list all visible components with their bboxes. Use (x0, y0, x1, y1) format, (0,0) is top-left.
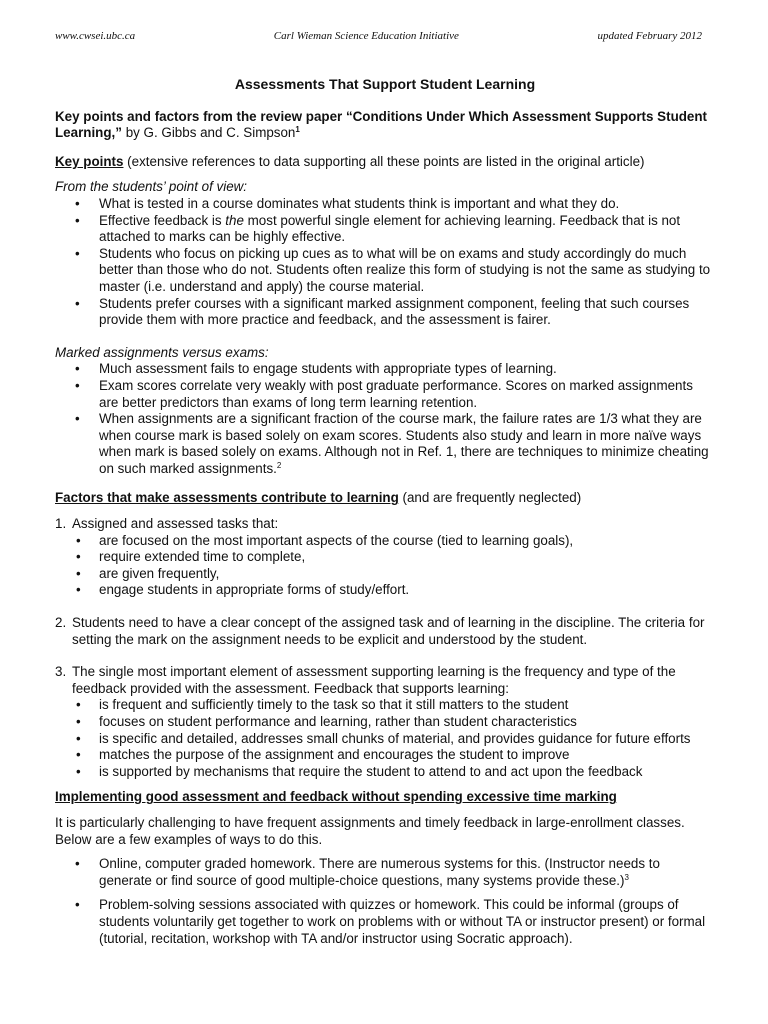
page-title: Assessments That Support Student Learning (234, 76, 536, 92)
subtitle-bold: Key points and factors from the review paper “Conditions Under Which Assessment Supports Student Learning,” (55, 108, 708, 141)
list-item-text: matches the purpose of the assignment and encourages the student to improve (99, 747, 570, 763)
list-item-text: are focused on the most important aspects of the course (tied to learning goals), (99, 532, 574, 548)
list-item-text: engage students in appropriate forms of study/effort. (99, 582, 410, 598)
list-item-text: What is tested in a course dominates what students think is important and what they do. (99, 195, 620, 211)
factor-item (55, 516, 715, 599)
emphasis-text: the (225, 212, 244, 228)
list-item-text: require extended time to complete, (99, 549, 306, 565)
list-item (55, 897, 715, 947)
list-item (55, 361, 715, 378)
factor-number: 3. (55, 664, 67, 680)
factor-text: Assigned and assessed tasks that: (72, 516, 279, 532)
factors-title: Factors that make assessments contribute to learning (55, 490, 399, 506)
header-url: www.cwsei.ubc.ca (55, 30, 136, 42)
implementing-heading (55, 789, 715, 806)
list-item (72, 566, 715, 583)
footnote-ref-3: 3 (624, 872, 629, 882)
list-item-text: Online, computer graded homework. There are numerous systems for this. (Instructor needs to generate or find source of good multiple-choice questions, many systems provide these.) (99, 856, 660, 888)
list-item-text: is specific and detailed, addresses small chunks of material, and provides guidance for future efforts (99, 730, 691, 746)
list-item (55, 296, 715, 329)
list-item-text: Students who focus on picking up cues as to what will be on exams and study accordingly do much better than those who do not. Students often realize this form of studying is not the same as studying to master (i.e. understand and apply) the course material. (99, 245, 711, 294)
list-item-text: focuses on student performance and learning, rather than student characteristics (99, 714, 577, 729)
list-item-text: When assignments are a significant fraction of the course mark, the failure rates are 1/3 what they are when course mark is based solely on exam scores. Students also study and learn in more naïve ways when mark is based solely on exams. Although not in Ref. 1, there are techniques to minimize cheating on such marked assignments. (99, 411, 709, 476)
list-item (72, 764, 715, 781)
list-item (55, 246, 715, 296)
marked-assignments-list (55, 361, 715, 477)
key-points-title: Key points (55, 153, 124, 169)
factor-text: The single most important element of assessment supporting learning is the frequency and type of the feedback provided with the assessment. Feedback that supports learning: (72, 664, 676, 696)
list-item-text: are given frequently, (99, 565, 220, 581)
key-points-heading (55, 154, 715, 171)
factor-sublist (72, 533, 715, 599)
implementing-intro: It is particularly challenging to have frequent assignments and timely feedback in large-enrollment classes. Below are a few examples of ways to do this. (55, 814, 685, 847)
factor-text: Students need to have a clear concept of the assigned task and of learning in the discipline. The criteria for setting the mark on the assignment needs to be explicit and understood by the student. (72, 615, 705, 647)
document-body (55, 76, 715, 955)
page-header (55, 28, 702, 45)
footnote-ref-2: 2 (276, 460, 282, 470)
list-item (55, 196, 715, 213)
list-item-text: most powerful single element for achieving learning. Feedback that is not attached to marks can be highly effective. (99, 212, 681, 245)
key-points-note: (extensive references to data supporting all these points are listed in the original article) (123, 153, 645, 169)
list-item (72, 533, 715, 550)
list-item-text: Exam scores correlate very weakly with post graduate performance. Scores on marked assignments are better predictors than exams of long term learning retention. (99, 377, 693, 410)
list-item (55, 378, 715, 411)
list-item-text: Problem-solving sessions associated with quizzes or homework. This could be informal (groups of students voluntarily get together to work on problems with or without TA or instructor present) or formal (tutorial, recitation, workshop with TA and/or instructor using Socratic approach). (99, 897, 706, 946)
factor-number: 2. (55, 615, 67, 631)
factor-number: 1. (55, 516, 67, 532)
list-item (72, 731, 715, 748)
list-item (72, 697, 715, 714)
list-item (55, 856, 715, 889)
factor-item (55, 615, 715, 648)
list-item (72, 747, 715, 764)
students-pov-label: From the students’ point of view: (55, 179, 248, 195)
list-item (72, 714, 715, 731)
footnote-ref-1: 1 (295, 125, 300, 135)
list-item-text: is supported by mechanisms that require the student to attend to and act upon the feedback (99, 763, 643, 779)
header-date: updated February 2012 (597, 30, 702, 42)
list-item (55, 213, 715, 246)
list-item-text: Effective feedback is (99, 212, 226, 228)
factors-heading (55, 490, 715, 507)
list-item (72, 549, 715, 566)
factors-note: (and are frequently neglected) (398, 490, 582, 506)
factor-sublist (72, 697, 715, 780)
implementing-title: Implementing good assessment and feedback without spending excessive time marking (55, 789, 617, 805)
marked-assignments-label: Marked assignments versus exams: (55, 344, 269, 360)
document-subtitle (55, 109, 715, 142)
list-item (72, 582, 715, 599)
list-item-text: Students prefer courses with a significant marked assignment component, feeling that such courses provide them with more practice and feedback, and the assessment is fairer. (99, 295, 690, 328)
list-item (55, 411, 715, 477)
students-pov-list (55, 196, 715, 329)
header-organization: Carl Wieman Science Education Initiative (273, 30, 459, 42)
factor-item (55, 664, 715, 780)
list-item-text: Much assessment fails to engage students with appropriate types of learning. (99, 361, 557, 377)
examples-list (55, 856, 715, 947)
subtitle-authors: by G. Gibbs and C. Simpson (121, 125, 296, 141)
factors-list (55, 516, 715, 780)
list-item-text: is frequent and sufficiently timely to the task so that it still matters to the student (99, 697, 569, 713)
